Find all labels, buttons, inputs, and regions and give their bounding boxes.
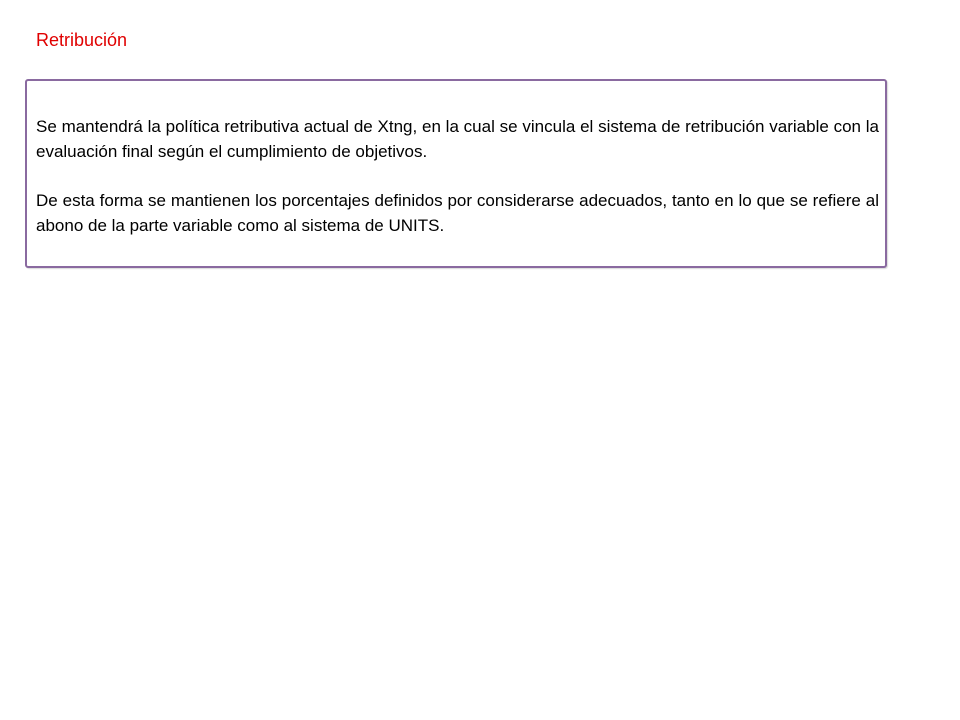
paragraph-text: De esta forma se mantienen los porcentajes definidos por considerarse adecuados, tanto en lo que se refiere al abono de la parte variable como al sistema de UNITS. <box>36 191 879 235</box>
content-box <box>25 79 887 268</box>
paragraph-text: Se mantendrá la política retributiva actual de Xtng, en la cual se vincula el sistema de retribución variable con la evaluación final según el cumplimiento de objetivos. <box>36 117 879 161</box>
slide-title: Retribución <box>36 30 128 50</box>
